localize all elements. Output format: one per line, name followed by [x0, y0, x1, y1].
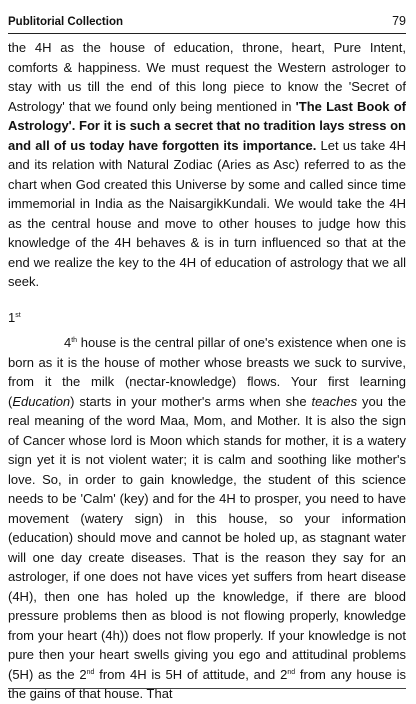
paragraph-2-ordinal-3: nd: [287, 668, 296, 676]
paragraph-1-bold-emphasis: 'The Last Book of Astrology'. For it is such a secret that no tradition lays stress on and all of us today have forgotten its importance.: [8, 98, 406, 153]
page-body: [8, 38, 406, 704]
paragraph-2-ordinal-2: nd: [86, 668, 95, 676]
section-number-value: 1: [8, 309, 16, 325]
paragraph-2-text-e: from any house is the gains of that house. That: [8, 666, 406, 701]
paragraph-2-lead-number: 4: [64, 335, 72, 350]
paragraph-1-text-b: Let us take 4H and its relation with Natural Zodiac (Aries as Asc) referred to as the chart when God created this Universe by some and called since time immemorial in India as the NaisargikKundali. We would take the 4H as the central house and move to other houses to judge how this knowledge of the 4H behaves & is in turn influenced so that at the end we realize the key to the 4H of education of astrology that we all seek.: [8, 137, 406, 289]
paragraph-2-italic-education: Education: [12, 393, 71, 409]
paragraph-2-text-d: from 4H is 5H of attitude, and 2: [94, 666, 288, 682]
paragraph-1: [8, 38, 406, 292]
running-header: [8, 14, 406, 28]
header-divider: [8, 33, 406, 34]
paragraph-2-text-c: you the real meaning of the word Maa, Mom, and Mother. It is also the sign of Cancer whose lord is Moon which stands for mother, it is a watery sign yet it is not violent water; it is calm and soothing like mother's love. So, in order to gain knowledge, the student of this science needs to be 'Calm' (key) and for the 4H to prosper, you need to have movement (watery sign) in this house, so your information (education) should move and cannot be holed up, as stagnant water will one day create diseases. That is the reason they say for an astrologer, if one does not have vices yet suffers from heart disease (4H), then one has holed up the knowledge, if there are blood pressure problems then as blood is not flowing properly, knowledge from your heart (4h)) does not flow properly. If your knowledge is not pure then your heart swells giving you ego and attitudinal problems (5H) as the 2: [8, 393, 406, 682]
paragraph-2: [8, 333, 406, 704]
section-number-suffix: st: [15, 311, 21, 319]
page-number: 79: [392, 14, 406, 28]
paragraph-2-text-a: house is the central pillar of one's existence when one is born as it is the house of mother whose breasts we suck to survive, from it the milk (nectar-knowledge) flows. Your first learning (: [8, 335, 406, 409]
paragraph-2-text-b: ) starts in your mother's arms when she: [70, 393, 312, 409]
page-bottom-edge: [8, 688, 406, 689]
section-number: [8, 308, 406, 328]
paragraph-2-ordinal-1: th: [71, 337, 78, 344]
running-title: Publitorial Collection: [8, 16, 124, 28]
paragraph-1-text-a: the 4H as the house of education, throne, heart, Pure Intent, comforts & happiness. We must request the Western astrologer to stay with us till the end of this long piece to know the 'Secret of Astrology' that we found only being mentioned in: [8, 40, 406, 114]
paragraph-2-italic-teaches: teaches: [311, 393, 358, 409]
